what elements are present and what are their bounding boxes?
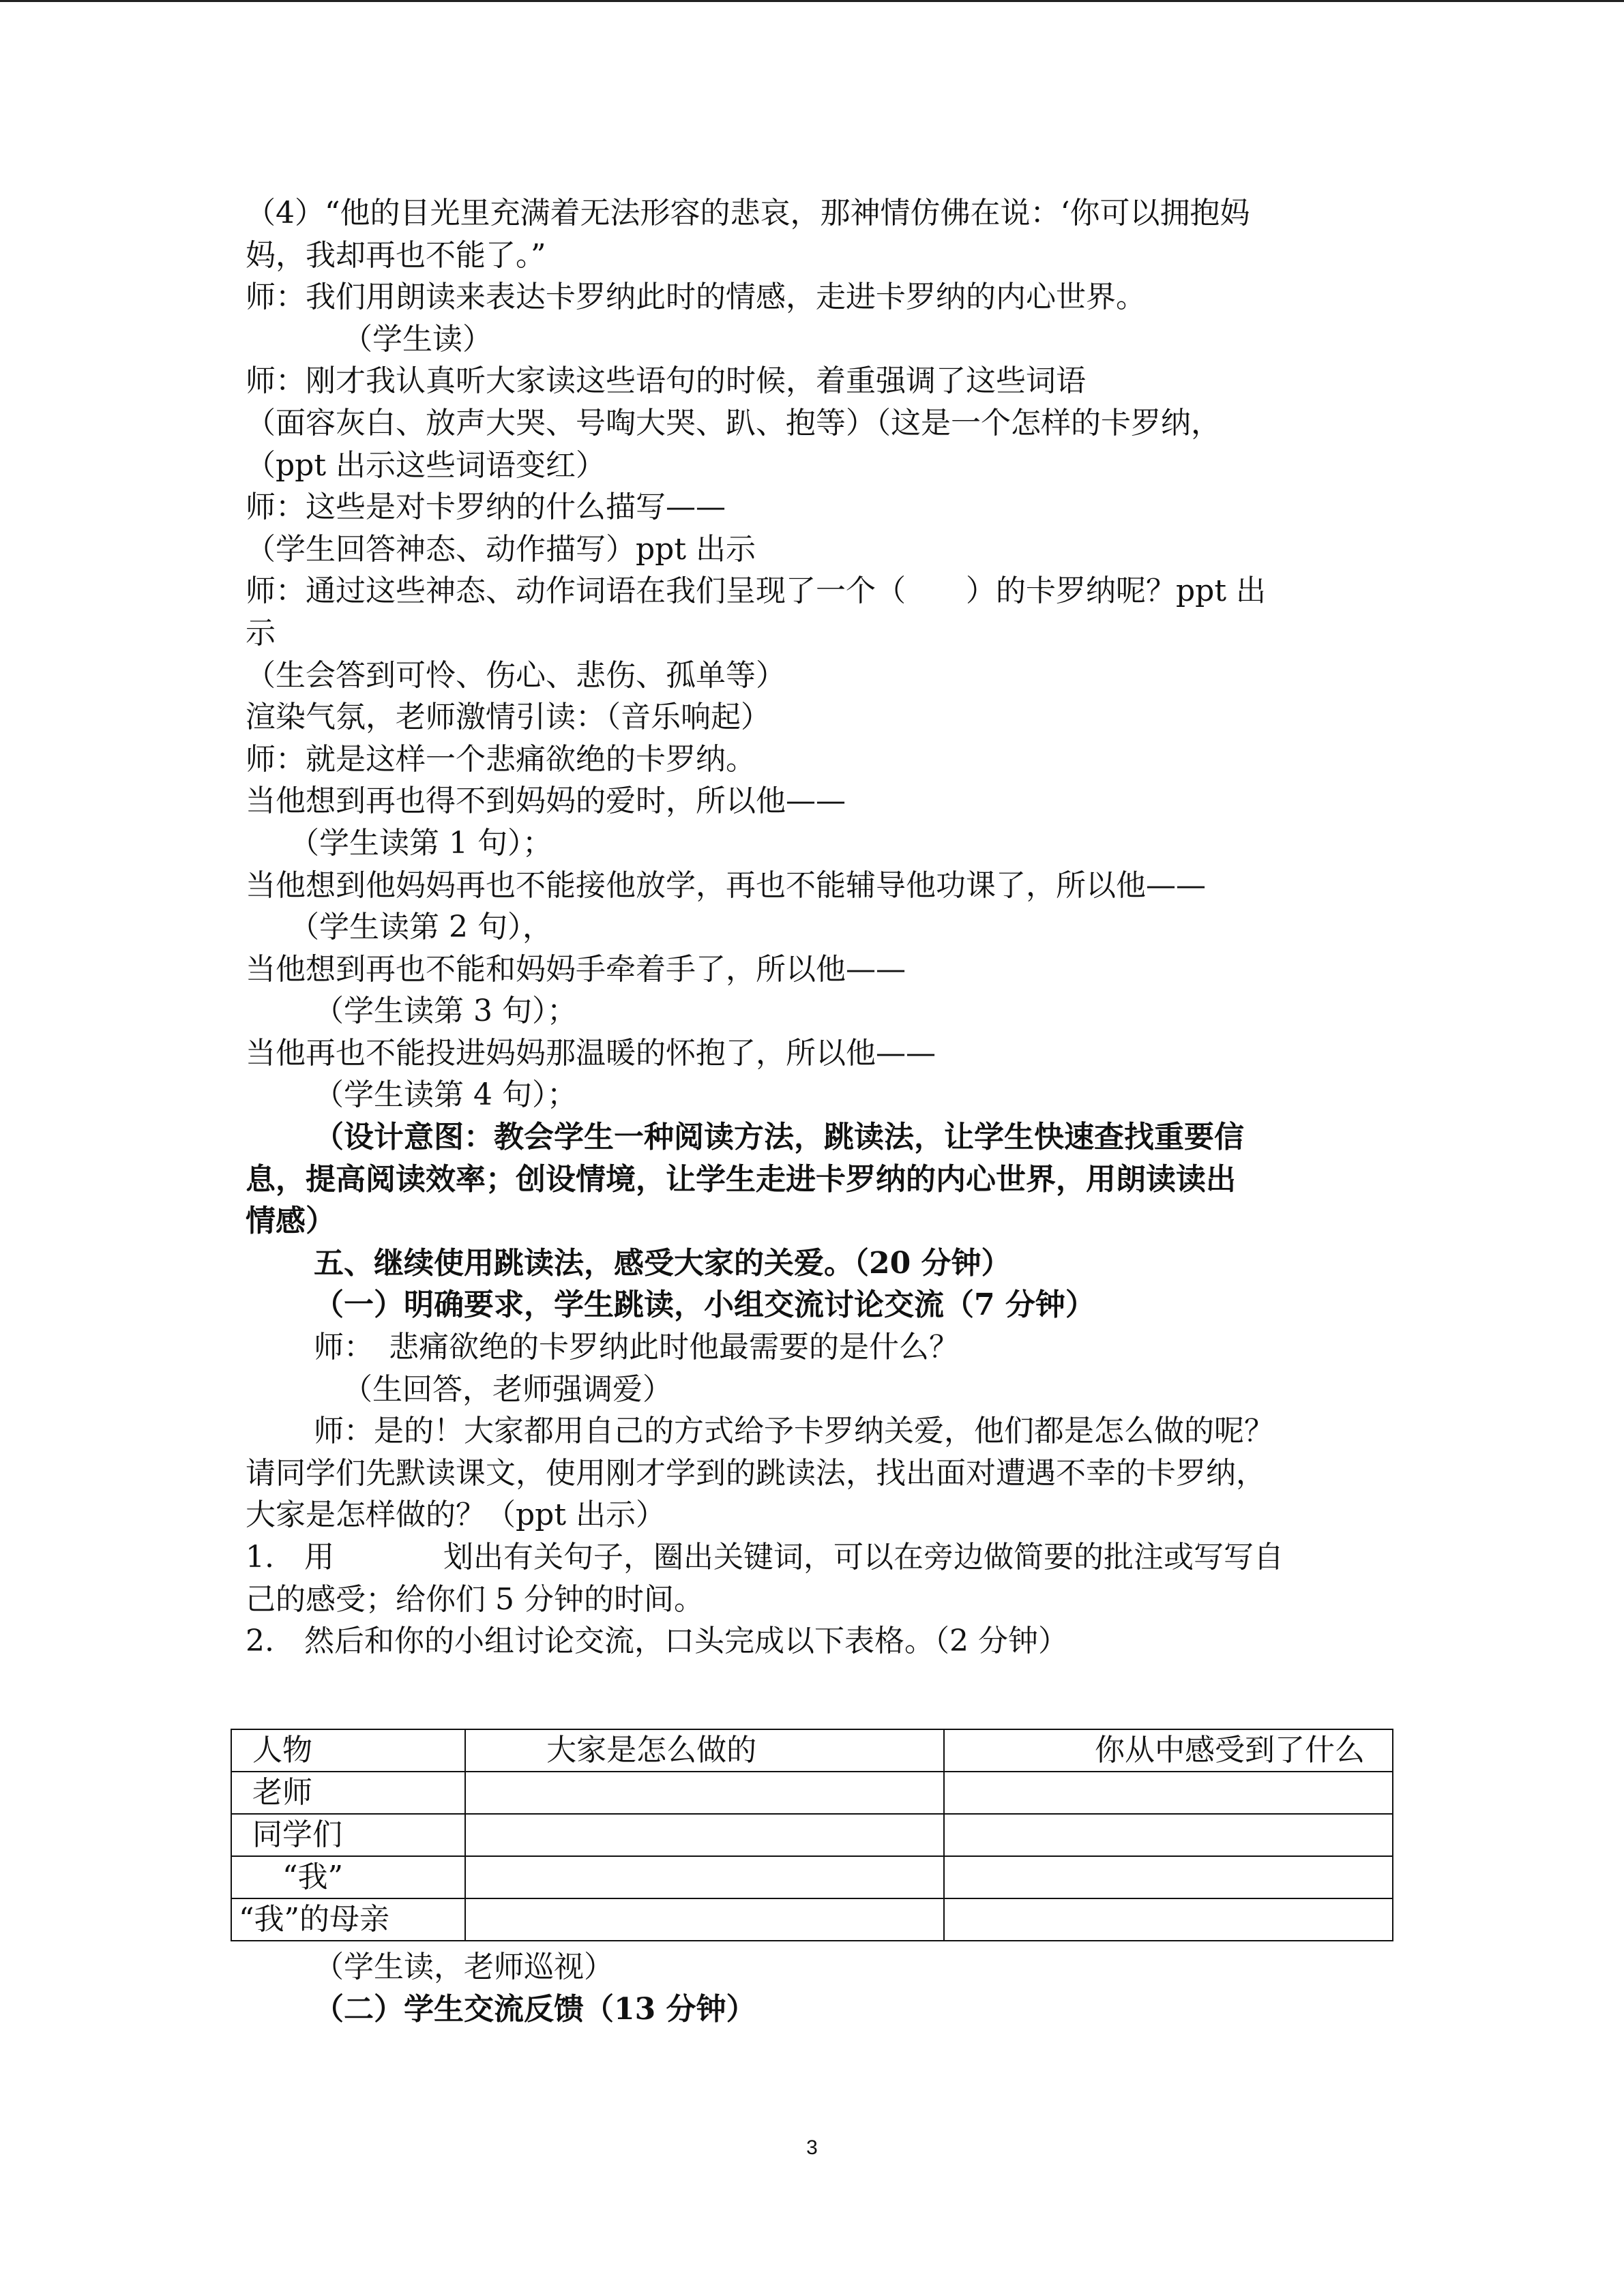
table-cell-person: “我”的母亲 — [231, 1898, 465, 1941]
table-cell-empty — [944, 1856, 1393, 1898]
table-cell-person: 同学们 — [231, 1814, 465, 1856]
table-row — [231, 1856, 1393, 1898]
text-line: 当他想到他妈妈再也不能接他放学，再也不能辅导他功课了，所以他—— — [246, 867, 1206, 903]
document-body — [246, 192, 1405, 1663]
table-cell-person: “我” — [231, 1856, 465, 1898]
table-cell-empty — [944, 1814, 1393, 1856]
table-cell-empty — [944, 1772, 1393, 1814]
list-item-1-suffix: 划出有关句子，圈出关键词，可以在旁边做简要的批注或写写自 — [443, 1540, 1284, 1575]
text-line: （生回答，老师强调爱） — [342, 1371, 673, 1407]
design-intent-line: 息，提高阅读效率；创设情境，让学生走进卡罗纳的内心世界，用朗读读出 — [246, 1161, 1236, 1197]
list-item-1-continuation: 己的感受；给你们 5 分钟的时间。 — [246, 1581, 704, 1617]
section-heading: 五、继续使用跳读法，感受大家的关爱。（20 分钟） — [314, 1245, 1012, 1281]
list-item-2: 2. 然后和你的小组讨论交流，口头完成以下表格。（2 分钟） — [246, 1624, 1068, 1659]
table-cell-empty — [465, 1856, 944, 1898]
text-line: 妈，我却再也不能了。” — [246, 237, 546, 273]
text-line: 师：通过这些神态、动作词语在我们呈现了一个（ ）的卡罗纳呢？ppt 出 — [246, 573, 1266, 609]
text-line: 师：是的！大家都用自己的方式给予卡罗纳关爱，他们都是怎么做的呢？ — [314, 1414, 1274, 1449]
table-header-cell: 大家是怎么做的 — [465, 1729, 944, 1772]
subsection-heading: （一）明确要求，学生跳读，小组交流讨论交流（7 分钟） — [314, 1287, 1095, 1323]
text-line: （生会答到可怜、伤心、悲伤、孤单等） — [246, 657, 786, 693]
table-header-cell: 人物 — [231, 1729, 465, 1772]
text-line: 师：这些是对卡罗纳的什么描写—— — [246, 490, 726, 525]
text-line: （学生读） — [342, 321, 492, 357]
text-line: 当他再也不能投进妈妈那温暖的怀抱了，所以他—— — [246, 1035, 936, 1071]
list-item-1 — [246, 1536, 1405, 1579]
text-line: 大家是怎样做的？（ppt 出示） — [246, 1497, 666, 1533]
table-row — [231, 1772, 1393, 1814]
text-line: 示 — [246, 615, 276, 651]
text-line: （学生读第 2 句）， — [289, 910, 552, 945]
table-header-cell: 你从中感受到了什么 — [944, 1729, 1393, 1772]
text-line: 当他想到再也不能和妈妈手牵着手了，所以他—— — [246, 951, 906, 987]
table-row — [231, 1898, 1393, 1941]
text-line: （学生回答神态、动作描写）ppt 出示 — [246, 531, 756, 567]
table-cell-empty — [465, 1772, 944, 1814]
text-line: 当他想到再也得不到妈妈的爱时，所以他—— — [246, 784, 846, 819]
text-line: （4）“他的目光里充满着无法形容的悲哀，那神情仿佛在说：‘你可以拥抱妈 — [246, 196, 1250, 230]
text-line: （学生读第 1 句）； — [289, 825, 552, 861]
design-intent-line: 情感） — [246, 1204, 336, 1239]
after-table-text — [246, 1946, 1405, 2030]
text-line: （面容灰白、放声大哭、号啕大哭、趴、抱等）（这是一个怎样的卡罗纳， — [246, 405, 1221, 441]
table-cell-empty — [944, 1898, 1393, 1941]
table-cell-empty — [465, 1898, 944, 1941]
text-line: （ppt 出示这些词语变红） — [246, 447, 606, 483]
wavy-underline-mark — [334, 1544, 443, 1571]
table-cell-empty — [465, 1814, 944, 1856]
text-line: （学生读第 3 句）； — [314, 994, 577, 1029]
table-row — [231, 1814, 1393, 1856]
text-line: （学生读第 4 句）； — [314, 1077, 577, 1113]
text-line: 师：就是这样一个悲痛欲绝的卡罗纳。 — [246, 741, 756, 777]
text-line: 渲染气氛，老师激情引读：（音乐响起） — [246, 700, 771, 735]
subsection-heading: （二）学生交流反馈（13 分钟） — [314, 1991, 756, 2027]
table-header-row — [231, 1729, 1393, 1772]
feelings-table — [231, 1729, 1393, 1941]
page-number: 3 — [806, 2136, 818, 2159]
text-line: 请同学们先默读课文，使用刚才学到的跳读法，找出面对遭遇不幸的卡罗纳， — [246, 1455, 1266, 1491]
text-line: 师： 悲痛欲绝的卡罗纳此时他最需要的是什么？ — [314, 1330, 959, 1365]
table-cell-person: 老师 — [231, 1772, 465, 1814]
text-line: 师：刚才我认真听大家读这些语句的时候，着重强调了这些词语 — [246, 363, 1086, 399]
page-top-border — [0, 0, 1624, 2]
design-intent-line: （设计意图：教会学生一种阅读方法，跳读法，让学生快速查找重要信 — [314, 1120, 1244, 1155]
list-item-1-prefix: 1. 用 — [246, 1540, 334, 1575]
text-line: （学生读，老师巡视） — [314, 1950, 614, 1984]
text-line: 师：我们用朗读来表达卡罗纳此时的情感，走进卡罗纳的内心世界。 — [246, 280, 1146, 315]
